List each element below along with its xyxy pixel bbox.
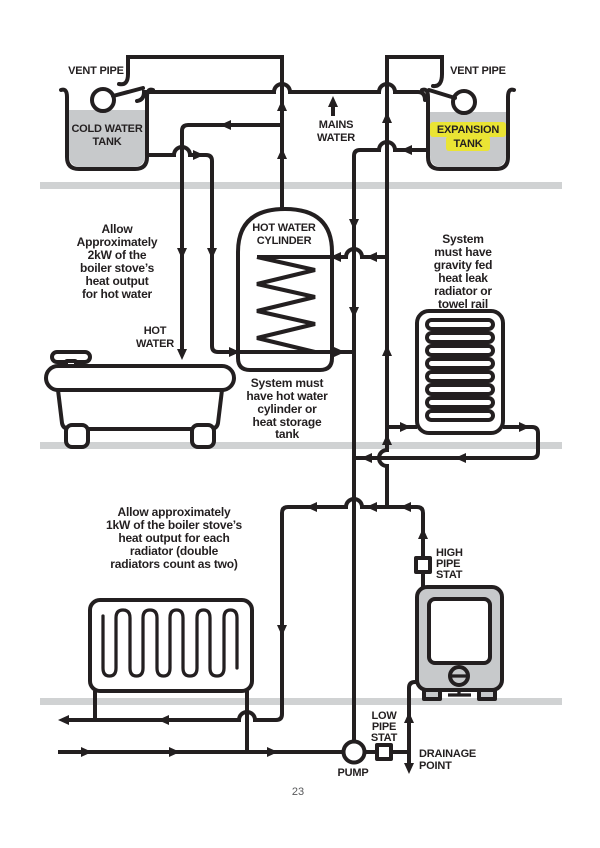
high-pipe-stat-label: HIGH [436, 547, 463, 559]
note-radiators: radiators count as two) [110, 557, 238, 571]
arrow-right-icon [169, 747, 180, 757]
note-hot-water: 2kW of the [87, 248, 147, 262]
arrow-left-icon [400, 502, 411, 512]
hot-water-cylinder-label: HOT WATER [252, 222, 316, 234]
drainage-point-label: POINT [419, 760, 452, 772]
note-radiators: radiator (double [129, 544, 219, 558]
bathtub-rim [46, 366, 234, 390]
towel-rail-bar [427, 346, 493, 355]
towel-rail-bar [427, 411, 493, 420]
arrow-up-icon [277, 100, 287, 111]
arrow-right-icon [81, 747, 92, 757]
arrow-up-icon [277, 148, 287, 159]
arrow-down-icon [207, 248, 217, 259]
note-hot-water: heat output [85, 274, 149, 288]
high-pipe-stat-label: STAT [436, 569, 463, 581]
arrow-left-icon [366, 502, 377, 512]
note-gravity: System [442, 232, 484, 246]
note-gravity: must have [434, 245, 492, 259]
arrow-down-icon [349, 219, 359, 230]
hot-water-cylinder-label: CYLINDER [256, 235, 312, 247]
towel-rail-bar [427, 359, 493, 368]
arrow-up-icon [418, 528, 428, 539]
vent-pipe-left-label: VENT PIPE [68, 65, 124, 77]
note-cylinder: have hot water [246, 389, 328, 403]
note-radiators: Allow approximately [117, 505, 231, 519]
towel-rail-radiator [417, 311, 503, 433]
float-valve-arm-icon [113, 88, 143, 96]
low-pipe-stat-label: PIPE [371, 721, 397, 733]
arrow-down-icon [177, 349, 187, 360]
arrow-up-icon [382, 112, 392, 123]
arrow-right-icon [519, 422, 530, 432]
note-cylinder: tank [275, 427, 299, 441]
note-radiators: heat output for each [118, 531, 230, 545]
hot-water-label: WATER [136, 338, 174, 350]
arrow-left-icon [58, 715, 69, 725]
arrow-up-icon [404, 712, 414, 723]
low-pipe-stat-label: LOW [371, 710, 397, 722]
float-valve-arm-icon [429, 90, 455, 98]
mains-water-label: MAINS [318, 119, 354, 131]
note-cylinder: System must [250, 376, 324, 390]
high-pipe-stat-label: PIPE [436, 558, 461, 570]
floor-line-middle [40, 442, 562, 449]
arrow-left-icon [306, 502, 317, 512]
note-radiators: 1kW of the boiler stove’s [106, 518, 242, 532]
arrow-down-icon [349, 307, 359, 318]
panel-radiator [90, 600, 252, 691]
note-hot-water: for hot water [81, 287, 153, 301]
pump-icon [344, 742, 365, 763]
expansion-tank-label: EXPANSION [436, 124, 500, 136]
hot-water-label: HOT [143, 325, 167, 337]
arrow-right-icon [334, 347, 345, 357]
arrow-left-icon [455, 453, 466, 463]
cold-water-tank-label: TANK [92, 136, 122, 148]
page-number: 23 [291, 786, 305, 798]
pump-label: PUMP [337, 767, 369, 779]
vent-pipe-right-label: VENT PIPE [450, 65, 506, 77]
boiler-stove [417, 587, 502, 699]
mains-water-label: WATER [317, 132, 355, 144]
note-hot-water: boiler stove’s [79, 261, 155, 275]
arrow-up-icon [328, 96, 338, 107]
arrow-left-icon [401, 145, 412, 155]
expansion-tank-label: TANK [453, 138, 483, 150]
arrow-left-icon [220, 120, 231, 130]
towel-rail-bar [427, 320, 493, 329]
bathtub [46, 352, 234, 447]
note-hot-water: Approximately [76, 235, 158, 249]
arrow-up-icon [382, 345, 392, 356]
floor-line-top [40, 182, 562, 189]
towel-rail-bar [427, 385, 493, 394]
high-pipe-stat-icon [416, 558, 430, 572]
arrow-left-icon [361, 453, 372, 463]
drainage-point-label: DRAINAGE [419, 748, 477, 760]
arrow-left-icon [158, 715, 169, 725]
low-pipe-stat-label: STAT [370, 732, 398, 744]
note-cylinder: heat storage [252, 415, 322, 429]
float-valve-ball-icon [92, 89, 114, 111]
arrow-down-icon [277, 625, 287, 636]
low-pipe-stat-icon [377, 745, 391, 759]
note-gravity: gravity fed [433, 258, 493, 272]
stove-window [429, 599, 490, 663]
towel-rail-bar [427, 398, 493, 407]
note-cylinder: cylinder or [257, 402, 317, 416]
bathtub-foot [192, 425, 214, 447]
arrow-down-icon [177, 248, 187, 259]
towel-rail-bar [427, 372, 493, 381]
note-gravity: radiator or [434, 284, 492, 298]
note-gravity: towel rail [437, 297, 489, 311]
arrow-up-icon [382, 434, 392, 445]
towel-rail-bar [427, 333, 493, 342]
note-gravity: heat leak [438, 271, 488, 285]
arrow-left-icon [366, 252, 377, 262]
arrow-right-icon [400, 422, 411, 432]
arrow-down-icon [404, 763, 414, 774]
bathtub-foot [66, 425, 88, 447]
note-hot-water: Allow [101, 222, 133, 236]
float-valve-ball-icon [453, 91, 475, 113]
cold-water-tank-label: COLD WATER [71, 123, 143, 135]
arrow-right-icon [267, 747, 278, 757]
arrow-right-icon [193, 150, 204, 160]
